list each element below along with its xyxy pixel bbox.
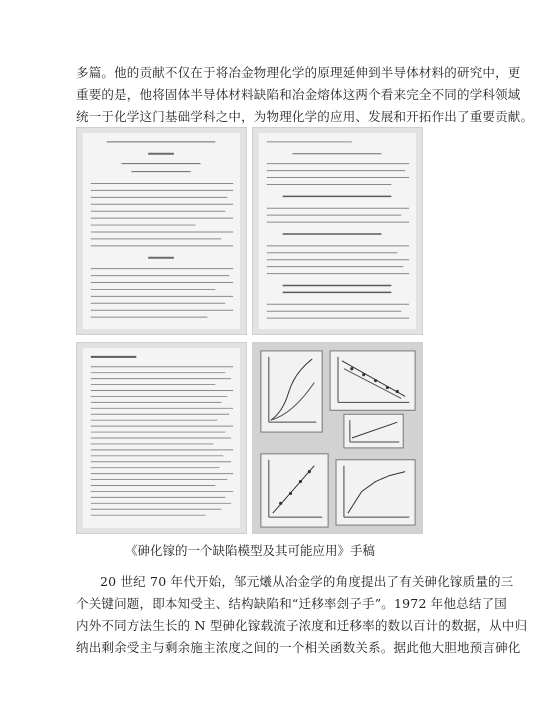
body-paragraph-bottom (76, 571, 528, 659)
manuscript-figures (252, 342, 423, 534)
text-line: 重要的是，他将固体半导体材料缺陷和冶金熔体这两个看来完全不同的学科领域 (76, 87, 521, 102)
manuscript-page-2 (252, 127, 423, 335)
text-line: 内外不同方法生长的 N 型砷化镓载流子浓度和迁移率的数以百计的数据，从中归 (76, 618, 528, 633)
text-line: 多篇。他的贡献不仅在于将冶金物理化学的原理延伸到半导体材料的研究中，更 (76, 65, 521, 80)
figure-caption: 《砷化镓的一个缺陷模型及其可能应用》手稿 (124, 543, 375, 558)
body-paragraph-top (76, 62, 533, 128)
manuscript-references (76, 342, 247, 534)
text-line: 20 世纪 70 年代开始，邹元爔从冶金学的角度提出了有关砷化镓质量的三 (100, 574, 514, 589)
text-line: 统一于化学这门基础学科之中，为物理化学的应用、发展和开拓作出了重要贡献。 (76, 109, 533, 124)
text-line: 个关键问题，即本知受主、结构缺陷和“迁移率刽子手”。1972 年他总结了国 (76, 596, 507, 611)
manuscript-page-1 (76, 127, 247, 335)
text-line: 纳出剩余受主与剩余施主浓度之间的一个相关函数关系。据此他大胆地预言砷化 (76, 640, 521, 655)
